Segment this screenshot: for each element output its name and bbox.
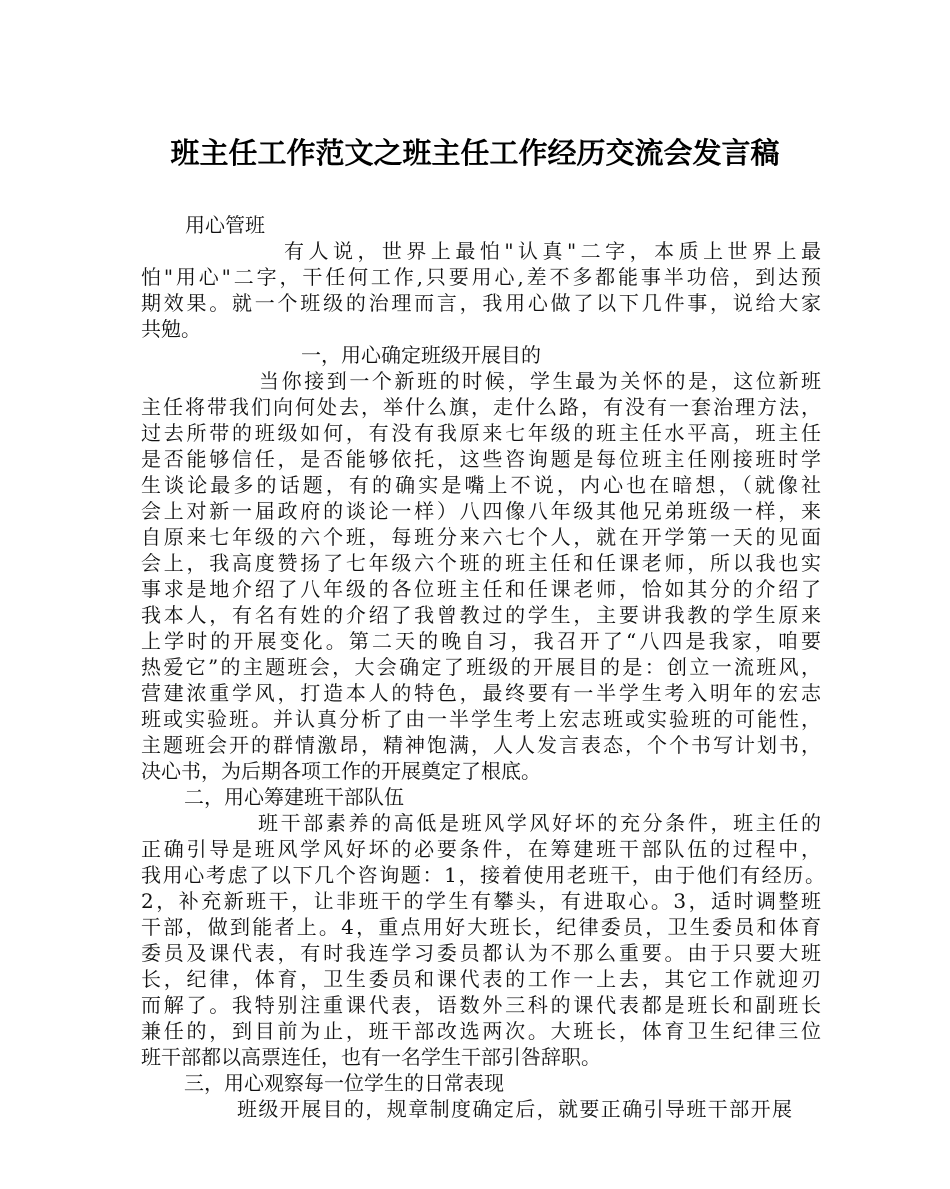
paragraph-line: 班或实验班。并认真分析了由一半学生考上宏志班或实验班的可能性， (141, 707, 821, 731)
paragraph-line: 委员及课代表，有时我连学习委员都认为不那么重要。由于只要大班 (141, 941, 821, 965)
paragraph-line: 长，纪律，体育，卫生委员和课代表的工作一上去，其它工作就迎刃 (141, 967, 821, 991)
paragraph-line: 我用心考虑了以下几个咨询题：1，接着使用老班干，由于他们有经历。 (141, 863, 825, 887)
paragraph-line: 班干部素养的高低是班风学风好坏的充分条件，班主任的 (258, 811, 821, 835)
paragraph-line: 兼任的，到目前为止，班干部改选两次。大班长，体育卫生纪律三位 (141, 1019, 821, 1043)
paragraph-line: 会上，我高度赞扬了七年级六个班的班主任和任课老师，所以我也实 (141, 551, 821, 575)
paragraph-line: 干部，做到能者上。4，重点用好大班长，纪律委员，卫生委员和体育 (141, 915, 821, 939)
paragraph-line: 期效果。就一个班级的治理而言，我用心做了以下几件事，说给大家 (141, 291, 821, 315)
paragraph-line: 有人说，世界上最怕"认真"二字，本质上世界上最 (284, 239, 821, 263)
paragraph-line: 上学时的开展变化。第二天的晚自习，我召开了“八四是我家，咱要 (141, 629, 821, 653)
paragraph-line: 当你接到一个新班的时候，学生最为关怀的是，这位新班 (259, 369, 821, 393)
paragraph-line: 班级开展目的，规章制度确定后，就要正确引导班干部开展 (237, 1097, 792, 1121)
paragraph-line: 过去所带的班级如何，有没有我原来七年级的班主任水平高，班主任 (141, 421, 821, 445)
document-title: 班主任工作范文之班主任工作经历交流会发言稿 (170, 136, 780, 170)
paragraph-line: 2，补充新班干，让非班干的学生有攀头，有进取心。3，适时调整班 (141, 889, 821, 913)
paragraph-line: 正确引导是班风学风好坏的必要条件，在筹建班干部队伍的过程中， (141, 837, 821, 861)
paragraph-line: 会上对新一届政府的谈论一样）八四像八年级其他兄弟班级一样，来 (141, 499, 821, 523)
paragraph-line: 热爱它”的主题班会，大会确定了班级的开展目的是：创立一流班风， (141, 655, 821, 679)
paragraph-line: 自原来七年级的六个班，每班分来六七个人，就在开学第一天的见面 (141, 525, 821, 549)
paragraph-line: 三，用心观察每一位学生的日常表现 (184, 1071, 504, 1095)
paragraph-line: 班干部都以高票连任，也有一名学生干部引咎辞职。 (141, 1045, 601, 1069)
paragraph-line: 主题班会开的群情激昂，精神饱满，人人发言表态，个个书写计划书， (141, 733, 821, 757)
paragraph-line: 一，用心确定班级开展目的 (301, 343, 541, 367)
paragraph-line: 而解了。我特别注重课代表，语数外三科的课代表都是班长和副班长 (141, 993, 821, 1017)
paragraph-line: 是否能够信任，是否能够依托，这些咨询题是每位班主任刚接班时学 (141, 447, 821, 471)
paragraph-line: 二，用心筹建班干部队伍 (184, 785, 404, 809)
paragraph-line: 主任将带我们向何处去，举什么旗，走什么路，有没有一套治理方法， (141, 395, 821, 419)
paragraph-line: 事求是地介绍了八年级的各位班主任和任课老师，恰如其分的介绍了 (141, 577, 821, 601)
paragraph-line: 怕"用心"二字，干任何工作,只要用心,差不多都能事半功倍，到达预 (141, 265, 821, 289)
paragraph-line: 我本人，有名有姓的介绍了我曾教过的学生，主要讲我教的学生原来 (141, 603, 821, 627)
paragraph-line: 共勉。 (141, 317, 201, 341)
paragraph-line: 决心书，为后期各项工作的开展奠定了根底。 (141, 759, 541, 783)
paragraph-line: 营建浓重学风，打造本人的特色，最终要有一半学生考入明年的宏志 (141, 681, 821, 705)
paragraph-line: 生谈论最多的话题，有的确实是嘴上不说，内心也在暗想，（就像社 (141, 473, 821, 497)
paragraph-line: 用心管班 (185, 213, 265, 237)
